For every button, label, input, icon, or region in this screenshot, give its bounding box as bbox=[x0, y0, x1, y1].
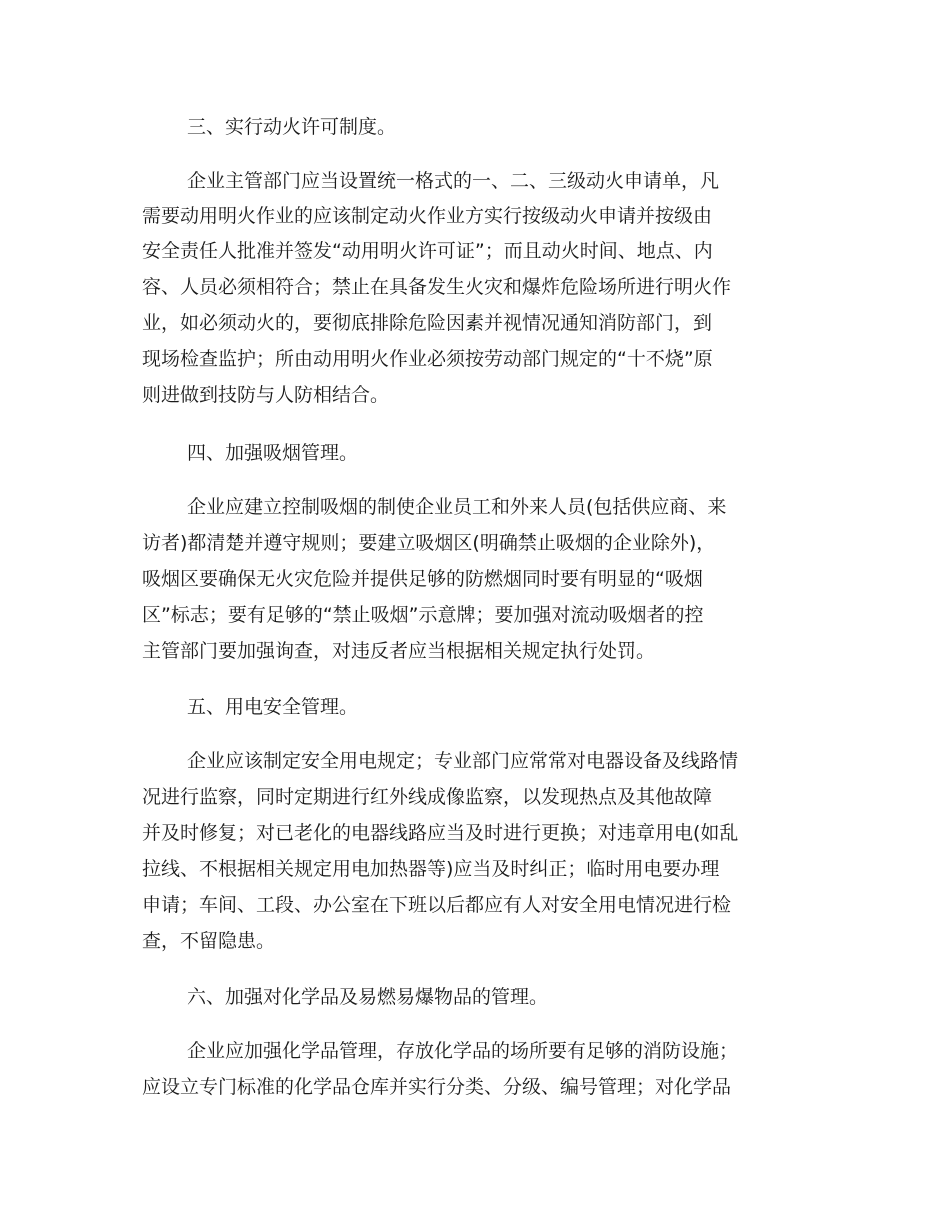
paragraph-text: 企业主管部门应当设置统一格式的一、二、三级动火申请单，凡 bbox=[187, 170, 720, 192]
paragraph-line bbox=[0, 490, 950, 524]
paragraph-line bbox=[0, 270, 950, 304]
paragraph-text: 吸烟区要确保无火灾危险并提供足够的防燃烟同时要有明显的“吸烟 bbox=[142, 568, 703, 590]
paragraph-line bbox=[0, 924, 950, 958]
paragraph-text: 企业应加强化学品管理，存放化学品的场所要有足够的消防设施； bbox=[187, 1040, 739, 1062]
paragraph-text: 访者)都清楚并遵守规则；要建立吸烟区(明确禁止吸烟的企业除外)， bbox=[142, 532, 716, 554]
section-heading bbox=[0, 436, 950, 470]
paragraph-text: 则进做到技防与人防相结合。 bbox=[142, 384, 390, 406]
paragraph-line bbox=[0, 634, 950, 668]
paragraph-line bbox=[0, 342, 950, 376]
paragraph-text: 业，如必须动火的，要彻底排除危险因素并视情况通知消防部门，到 bbox=[142, 312, 713, 334]
paragraph-line bbox=[0, 306, 950, 340]
heading-text: 三、实行动火许可制度。 bbox=[187, 116, 397, 138]
heading-text: 六、加强对化学品及易燃易爆物品的管理。 bbox=[187, 986, 549, 1008]
paragraph-text: 需要动用明火作业的应该制定动火作业方实行按级动火申请并按级由 bbox=[142, 205, 713, 227]
paragraph-line bbox=[0, 199, 950, 233]
paragraph-text: 主管部门要加强询查，对违反者应当根据相关规定执行处罚。 bbox=[142, 640, 656, 662]
paragraph-line bbox=[0, 780, 950, 814]
paragraph-text: 企业应建立控制吸烟的制使企业员工和外来人员(包括供应商、来 bbox=[187, 496, 727, 518]
section-heading bbox=[0, 690, 950, 724]
paragraph-text: 拉线、不根据相关规定用电加热器等)应当及时纠正；临时用电要办理 bbox=[142, 858, 720, 880]
paragraph-line bbox=[0, 562, 950, 596]
paragraph-text: 现场检查监护；所由动用明火作业必须按劳动部门规定的“十不烧”原 bbox=[142, 348, 713, 370]
paragraph-line bbox=[0, 598, 950, 632]
paragraph-line bbox=[0, 852, 950, 886]
paragraph-text: 并及时修复；对已老化的电器线路应当及时进行更换；对违章用电(如乱 bbox=[142, 822, 739, 844]
paragraph-text: 查，不留隐患。 bbox=[142, 930, 276, 952]
paragraph-line bbox=[0, 234, 950, 268]
heading-text: 五、用电安全管理。 bbox=[187, 696, 359, 718]
paragraph-line bbox=[0, 1034, 950, 1068]
paragraph-text: 安全责任人批准并签发“动用明火许可证”；而且动火时间、地点、内 bbox=[142, 240, 713, 262]
heading-text: 四、加强吸烟管理。 bbox=[187, 442, 359, 464]
paragraph-text: 应设立专门标准的化学品仓库并实行分类、分级、编号管理；对化学品 bbox=[142, 1076, 732, 1098]
paragraph-line bbox=[0, 378, 950, 412]
section-heading bbox=[0, 980, 950, 1014]
paragraph-text: 企业应该制定安全用电规定；专业部门应常常对电器设备及线路情 bbox=[187, 750, 739, 772]
paragraph-line bbox=[0, 816, 950, 850]
paragraph-text: 申请；车间、工段、办公室在下班以后都应有人对安全用电情况进行检 bbox=[142, 894, 732, 916]
paragraph-line bbox=[0, 164, 950, 198]
paragraph-line bbox=[0, 888, 950, 922]
paragraph-line bbox=[0, 526, 950, 560]
paragraph-text: 况进行监察，同时定期进行红外线成像监察，以发现热点及其他故障 bbox=[142, 786, 713, 808]
section-heading bbox=[0, 110, 950, 144]
paragraph-line bbox=[0, 1070, 950, 1104]
paragraph-line bbox=[0, 744, 950, 778]
paragraph-text: 容、人员必须相符合；禁止在具备发生火灾和爆炸危险场所进行明火作 bbox=[142, 276, 732, 298]
paragraph-text: 区”标志；要有足够的“禁止吸烟”示意牌；要加强对流动吸烟者的控 bbox=[142, 604, 704, 626]
